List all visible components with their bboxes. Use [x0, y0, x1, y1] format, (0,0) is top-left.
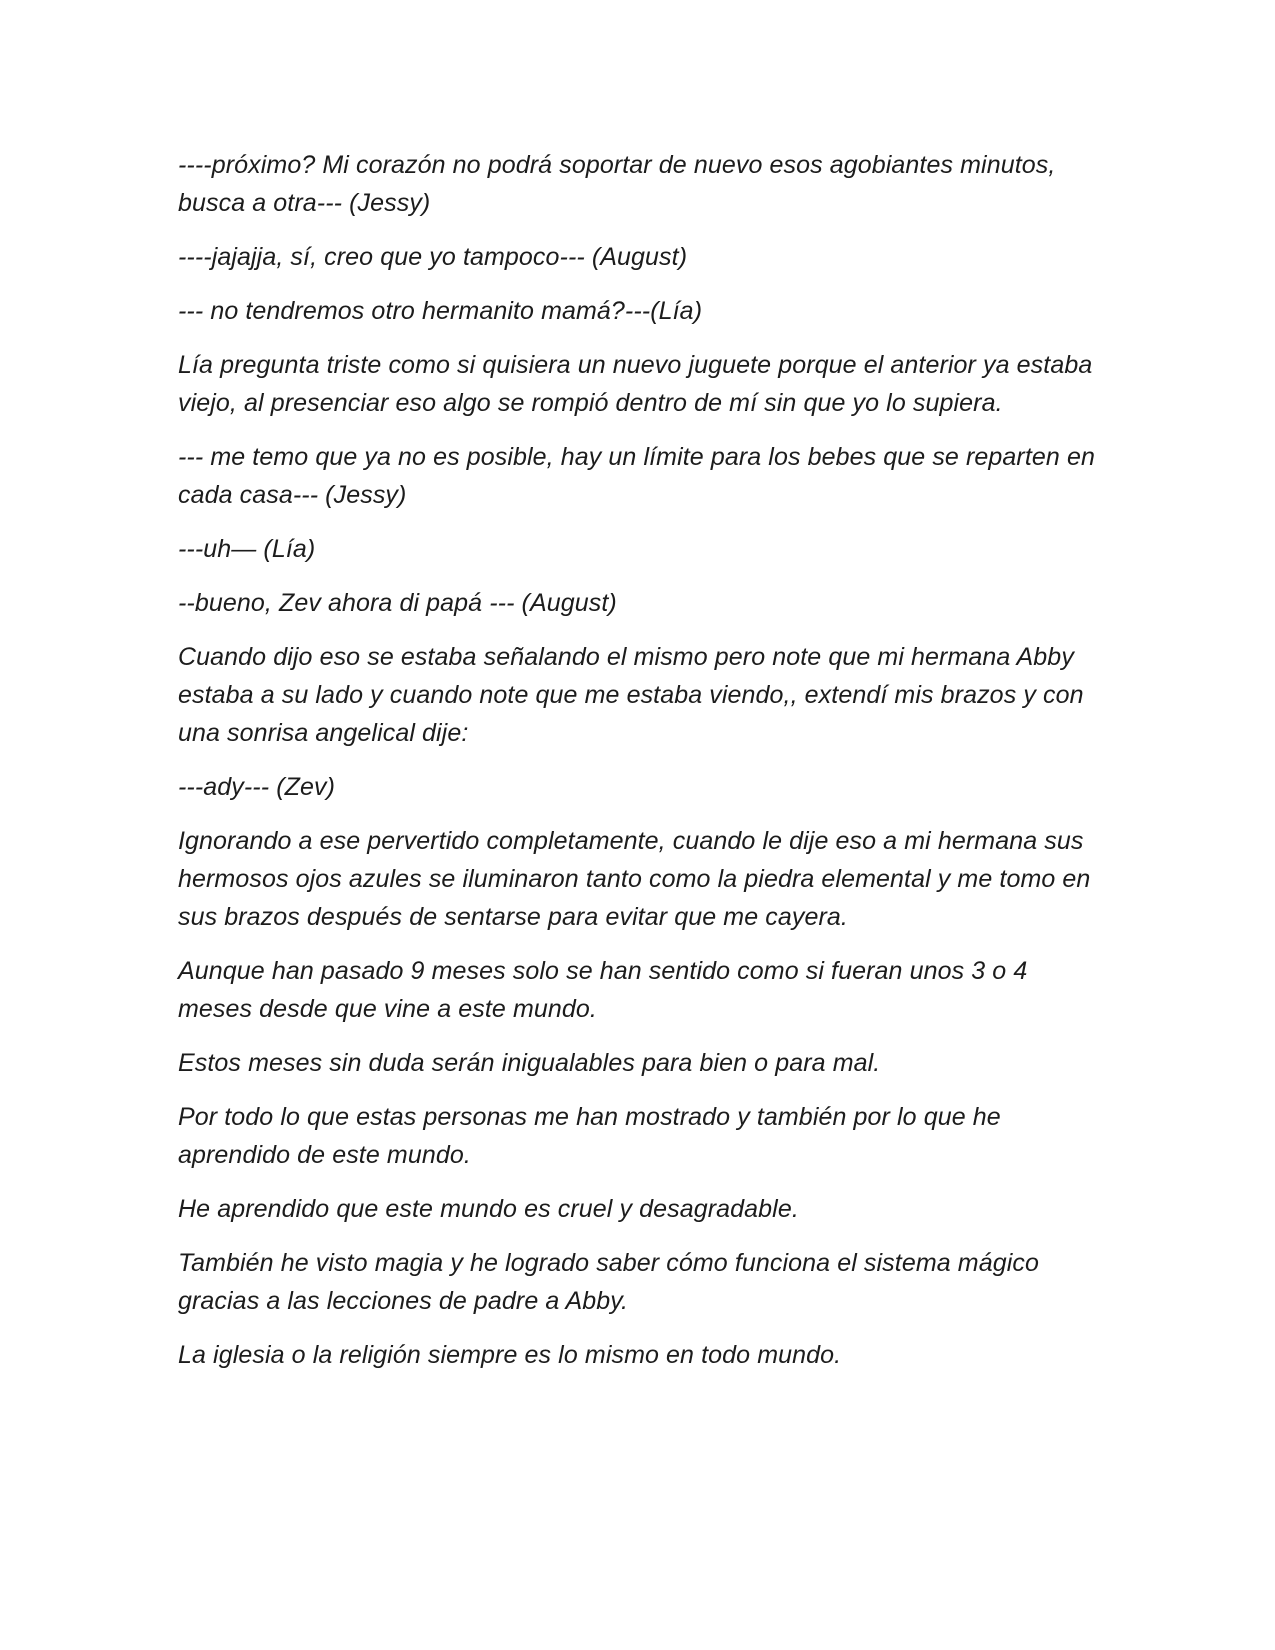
paragraph: La iglesia o la religión siempre es lo mismo en todo mundo. [178, 1341, 842, 1369]
paragraph: También he visto magia y he logrado saber cómo funciona el sistema mágico gracias a las lecciones de padre a Abby. [178, 1249, 1039, 1315]
paragraph: Estos meses sin duda serán inigualables para bien o para mal. [178, 1049, 881, 1077]
paragraph: ----jajajja, sí, creo que yo tampoco--- (August) [178, 243, 688, 271]
paragraph: ---uh— (Lía) [178, 535, 316, 563]
paragraph: --bueno, Zev ahora di papá --- (August) [178, 589, 617, 617]
paragraph: He aprendido que este mundo es cruel y desagradable. [178, 1195, 799, 1223]
paragraph: --- no tendremos otro hermanito mamá?---(Lía) [178, 297, 703, 325]
paragraph: Lía pregunta triste como si quisiera un nuevo juguete porque el anterior ya estaba viejo, al presenciar eso algo se rompió dentro de mí sin que yo lo supiera. [178, 351, 1093, 417]
paragraph: Cuando dijo eso se estaba señalando el mismo pero note que mi hermana Abby estaba a su lado y cuando note que me estaba viendo,, extendí mis brazos y con una sonrisa angelical dije: [178, 643, 1084, 747]
paragraph: ---ady--- (Zev) [178, 773, 336, 801]
document-body [178, 146, 1103, 1390]
paragraph: Ignorando a ese pervertido completamente, cuando le dije eso a mi hermana sus hermosos ojos azules se iluminaron tanto como la piedra elemental y me tomo en sus brazos después de sentarse para evitar que me cayera. [178, 827, 1091, 931]
paragraph: Aunque han pasado 9 meses solo se han sentido como si fueran unos 3 o 4 meses desde que vine a este mundo. [178, 957, 1028, 1023]
paragraph: --- me temo que ya no es posible, hay un límite para los bebes que se reparten en cada casa--- (Jessy) [178, 443, 1095, 509]
paragraph: Por todo lo que estas personas me han mostrado y también por lo que he aprendido de este mundo. [178, 1103, 1001, 1169]
paragraph: ----próximo? Mi corazón no podrá soportar de nuevo esos agobiantes minutos, busca a otra--- (Jessy) [178, 151, 1056, 217]
